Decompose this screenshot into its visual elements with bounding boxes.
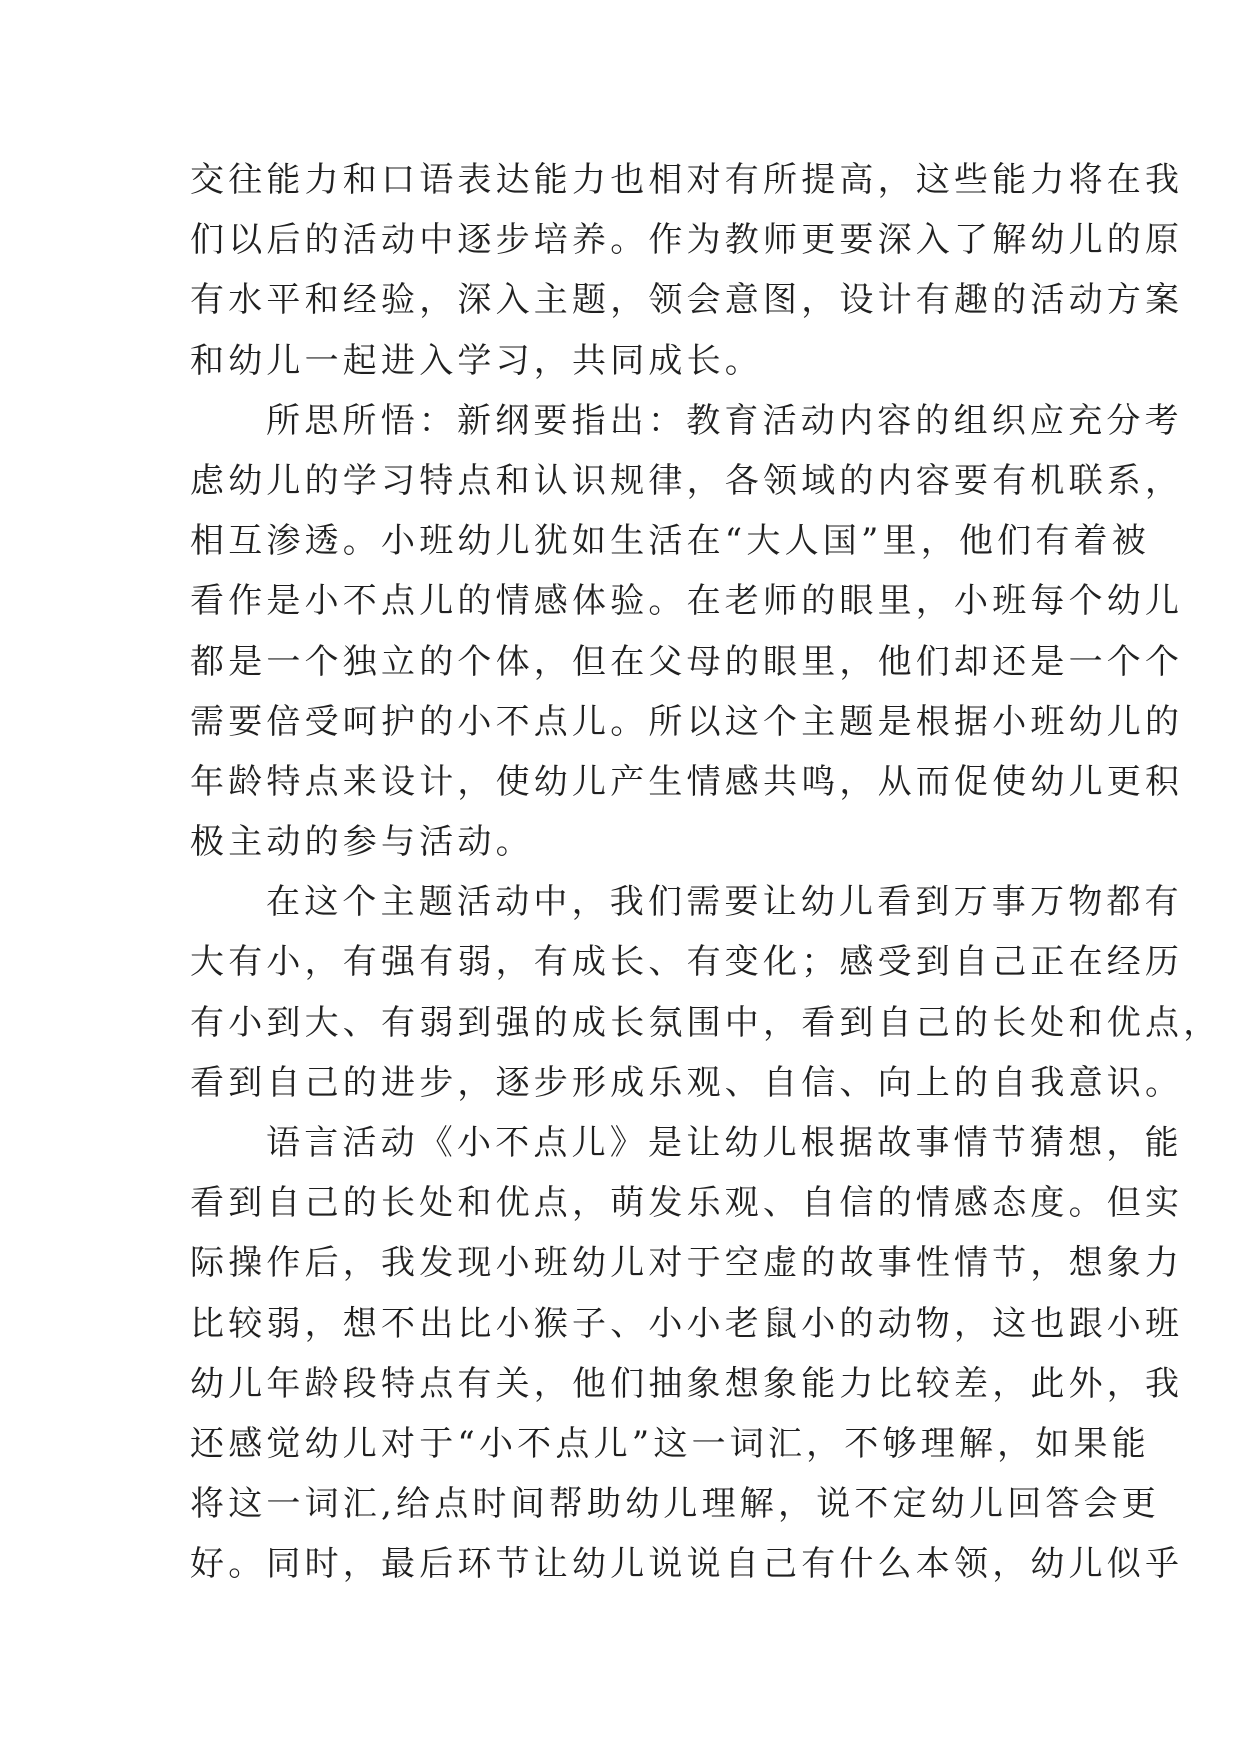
text-line: 看作是小不点儿的情感体验。在老师的眼里，小班每个幼儿 (190, 581, 1184, 622)
text-line: 年龄特点来设计，使幼儿产生情感共鸣，从而促使幼儿更积 (190, 761, 1184, 802)
text-line: 极主动的参与活动。 (190, 822, 534, 863)
text-line: 际操作后，我发现小班幼儿对于空虚的故事性情节，想象力 (190, 1243, 1184, 1284)
text-line: 有小到大、有弱到强的成长氛围中，看到自己的长处和优点， (190, 1002, 1222, 1043)
text-line: 幼儿年龄段特点有关，他们抽象想象能力比较差，此外，我 (190, 1363, 1184, 1404)
text-line: 看到自己的长处和优点，萌发乐观、自信的情感态度。但实 (190, 1183, 1184, 1224)
text-line: 看到自己的进步，逐步形成乐观、自信、向上的自我意识。 (190, 1062, 1184, 1103)
text-line: 虑幼儿的学习特点和认识规律，各领域的内容要有机联系， (190, 460, 1184, 501)
text-line: 还感觉幼儿对于“小不点儿”这一词汇，不够理解，如果能 (190, 1423, 1150, 1464)
paragraph-first-line: 所思所悟：新纲要指出：教育活动内容的组织应充分考 (266, 400, 1183, 441)
paragraph-first-line: 语言活动《小不点儿》是让幼儿根据故事情节猜想，能 (266, 1123, 1183, 1163)
text-line: 好。同时，最后环节让幼儿说说自己有什么本领，幼儿似乎 (190, 1544, 1184, 1585)
text-line: 大有小，有强有弱，有成长、有变化；感受到自己正在经历 (190, 942, 1184, 983)
text-line: 和幼儿一起进入学习，共同成长。 (190, 340, 763, 381)
paragraph-first-line: 在这个主题活动中，我们需要让幼儿看到万事万物都有 (266, 882, 1183, 923)
text-line: 们以后的活动中逐步培养。作为教师更要深入了解幼儿的原 (190, 220, 1184, 261)
text-line: 交往能力和口语表达能力也相对有所提高，这些能力将在我 (190, 160, 1184, 200)
text-line: 都是一个独立的个体，但在父母的眼里，他们却还是一个个 (190, 641, 1184, 682)
text-line: 相互渗透。小班幼儿犹如生活在“大人国”里，他们有着被 (190, 521, 1150, 562)
text-line: 将这一词汇,给点时间帮助幼儿理解，说不定幼儿回答会更 (190, 1484, 1161, 1525)
text-line: 有水平和经验，深入主题，领会意图，设计有趣的活动方案 (190, 280, 1184, 321)
text-line: 比较弱，想不出比小猴子、小小老鼠小的动物，这也跟小班 (190, 1303, 1184, 1344)
body-text (190, 150, 1222, 1595)
text-line: 需要倍受呵护的小不点儿。所以这个主题是根据小班幼儿的 (190, 701, 1184, 742)
